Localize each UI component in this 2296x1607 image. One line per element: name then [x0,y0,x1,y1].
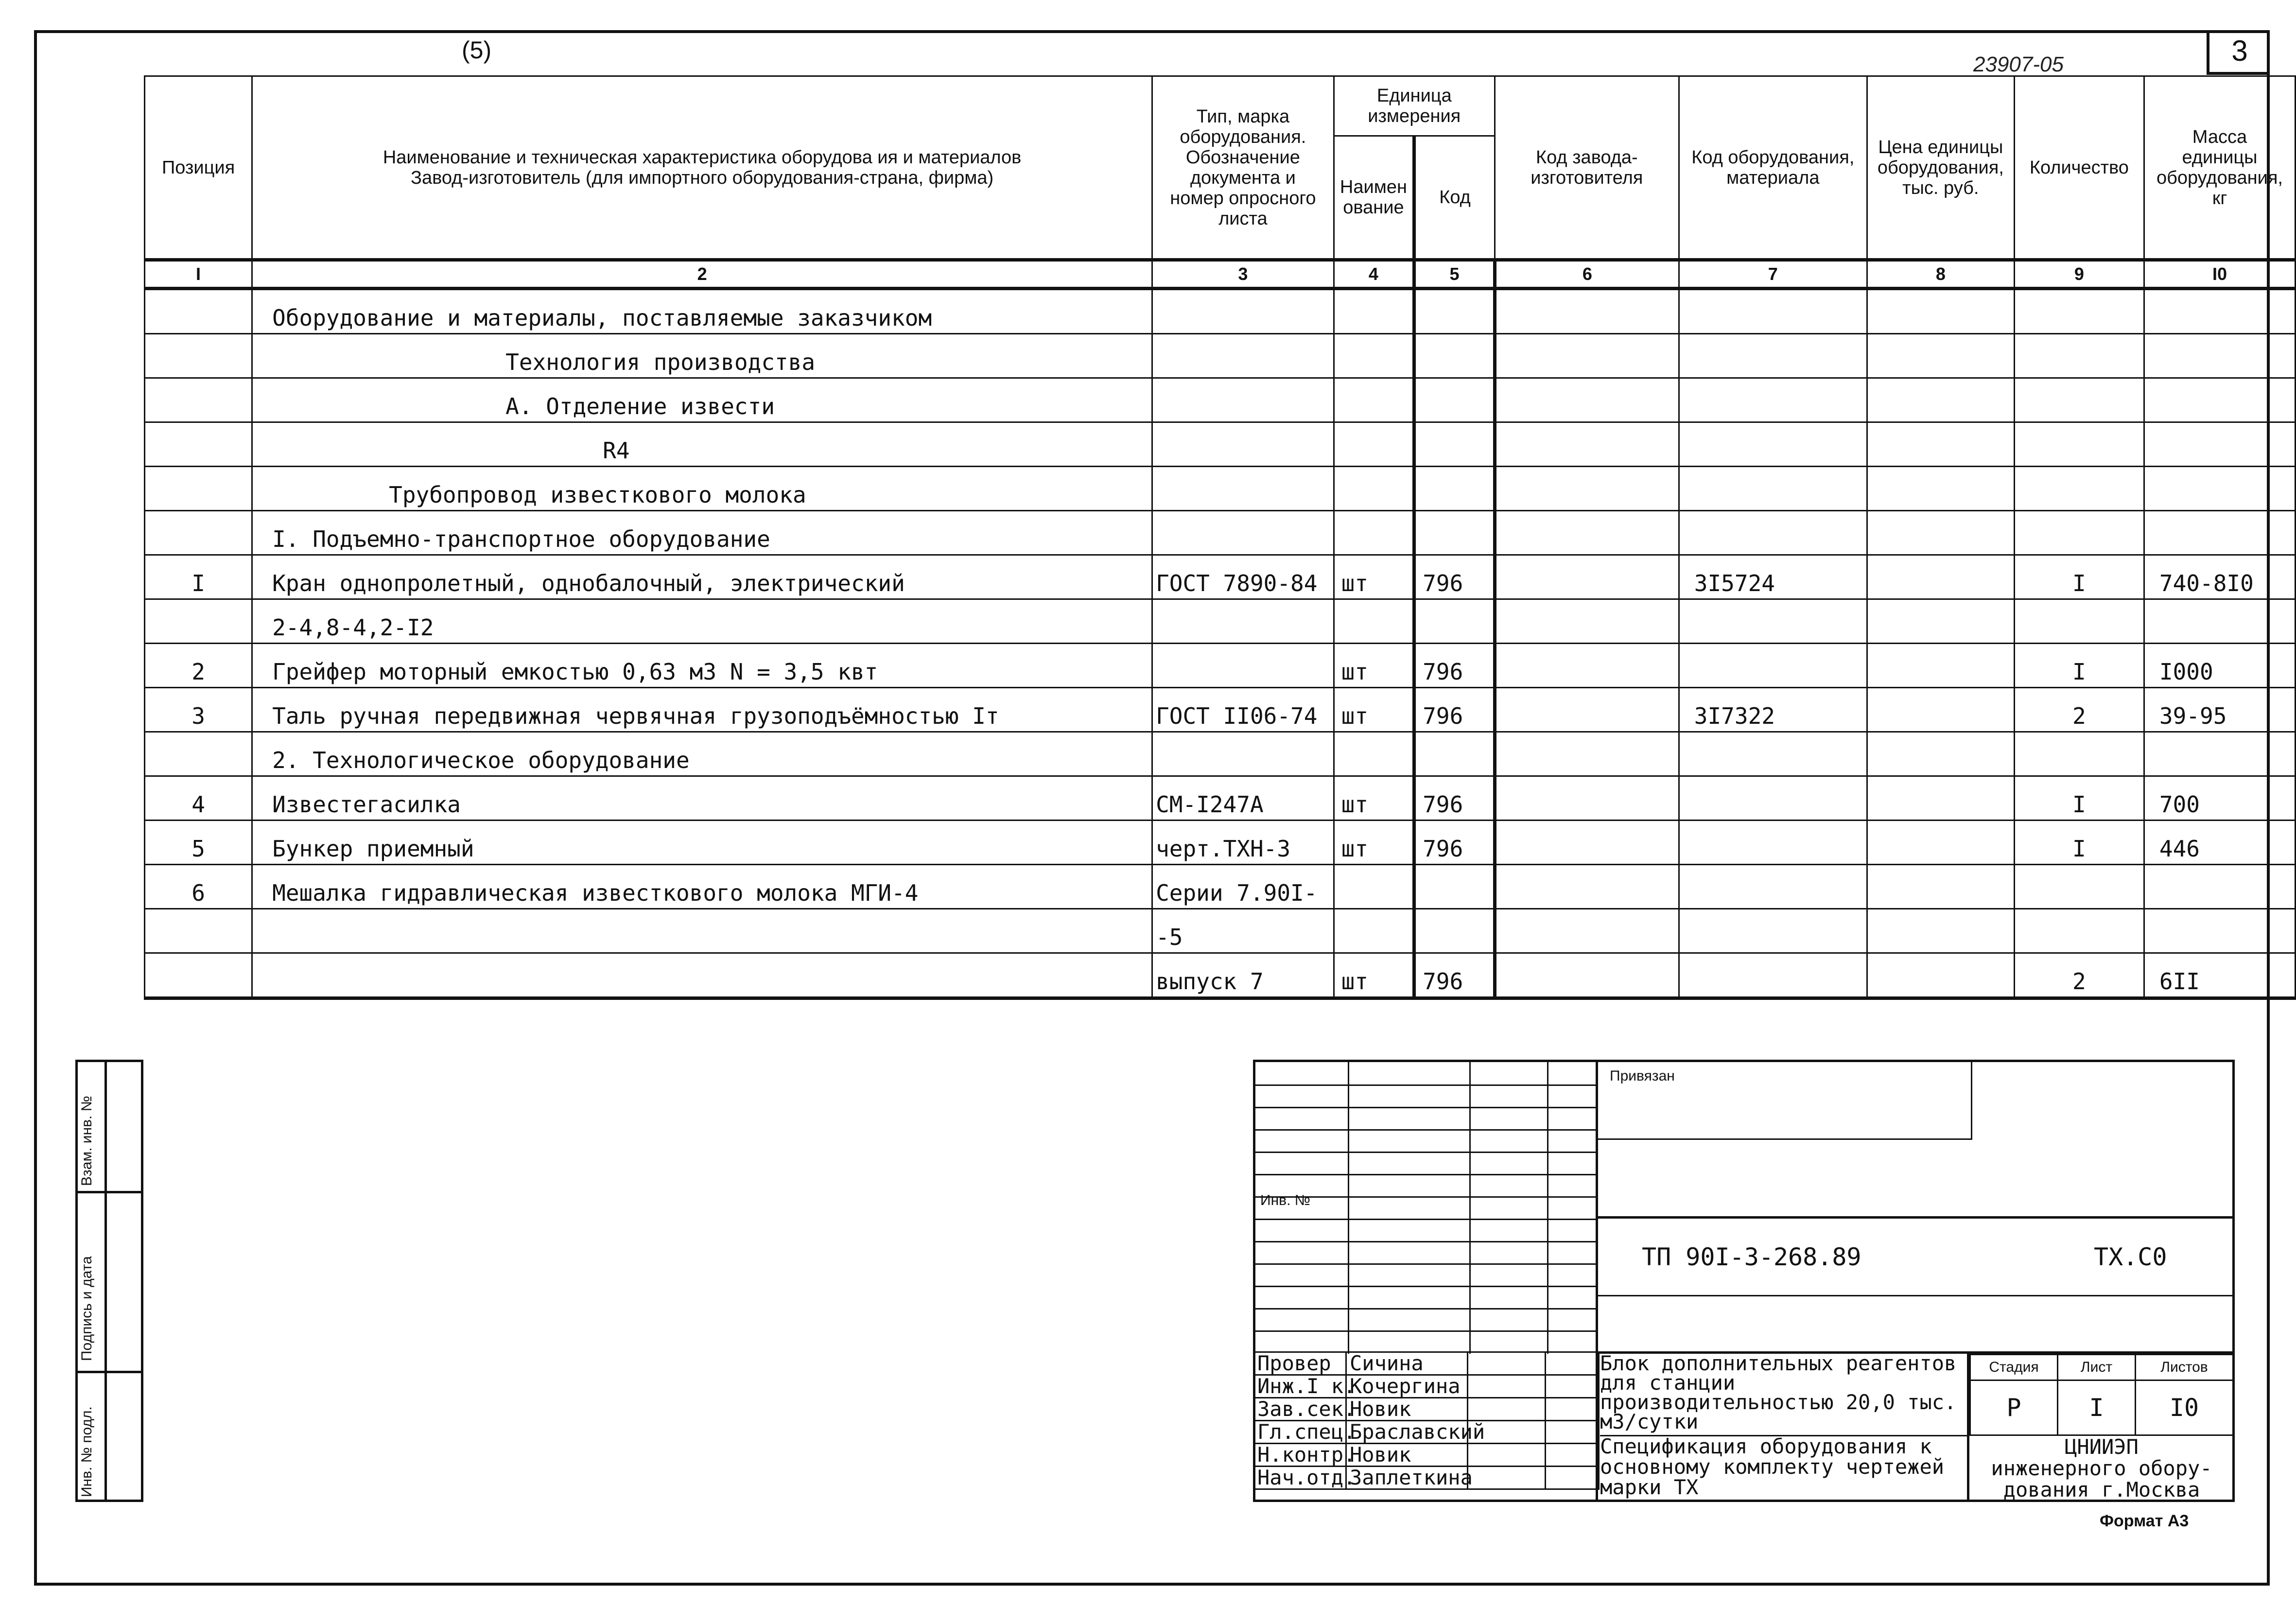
blank-row-2 [1598,1296,2232,1354]
cell-price [1867,422,2014,467]
colnum-6: 6 [1495,260,1679,289]
cell-mass: 6II [2144,953,2295,998]
signer-role: Нач.отд. [1254,1467,1346,1489]
cell-quantity [2014,422,2144,467]
designation-left: ТП 90I-3-268.89 [1642,1243,1861,1271]
cell-type-mark [1152,334,1334,378]
signer-row [1254,1398,1599,1421]
cell-mass [2144,378,2295,422]
cell-mass [2144,909,2295,953]
cell-equipment-code [1679,821,1867,865]
cell-unit-code: 796 [1414,821,1495,865]
cell-name: Технология производства [252,334,1152,378]
side-divider-v [104,1060,107,1502]
header-position: Позиция [145,76,252,260]
grid-hline [1255,1263,1596,1265]
cell-price [1867,334,2014,378]
cell-price [1867,378,2014,422]
cell-quantity: 2 [2014,688,2144,732]
cell-mass: I000 [2144,644,2295,688]
blank-row [1598,1140,2232,1219]
signer-signature [1468,1467,1546,1489]
cell-position [145,732,252,776]
cell-unit-code: 796 [1414,953,1495,998]
cell-quantity [2014,334,2144,378]
cell-name [252,953,1152,998]
table-row [145,776,2296,821]
cell-unit-name [1334,511,1414,555]
cell-type-mark [1152,422,1334,467]
table-row [145,422,2296,467]
signer-role: Провер [1254,1352,1346,1375]
cell-mass [2144,732,2295,776]
cell-mass: 39-95 [2144,688,2295,732]
colnum-2: 2 [252,260,1152,289]
cell-position [145,511,252,555]
cell-type-mark: ГОСТ 7890-84 [1152,555,1334,599]
cell-price [1867,821,2014,865]
cell-unit-name: шт [1334,776,1414,821]
cell-type-mark: -5 [1152,909,1334,953]
cell-unit-name [1334,289,1414,334]
signer-role: Инж.I к. [1254,1375,1346,1398]
org-line-3: дования г.Москва [2003,1478,2200,1502]
cell-quantity [2014,909,2144,953]
cell-unit-code [1414,378,1495,422]
grid-hline [1255,1084,1596,1086]
cell-quantity [2014,732,2144,776]
privyazan-label: Привязан [1610,1068,1675,1084]
cell-equipment-code [1679,334,1867,378]
table-row [145,378,2296,422]
cell-price [1867,732,2014,776]
header-unit-name: Наименование [1334,136,1414,260]
signer-name: Сичина [1346,1352,1468,1375]
cell-price [1867,953,2014,998]
top-label: (5) [462,36,492,64]
signer-row [1254,1352,1599,1375]
grid-hline [1255,1241,1596,1242]
cell-type-mark [1152,467,1334,511]
cell-type-mark [1152,599,1334,644]
cell-quantity [2014,467,2144,511]
cell-unit-name: шт [1334,644,1414,688]
stage-value: Р [1970,1380,2058,1435]
cell-position: 6 [145,865,252,909]
privyazan-cell [1598,1062,1972,1140]
cell-equipment-code: 3I5724 [1679,555,1867,599]
cell-type-mark [1152,511,1334,555]
header-name-line2: Завод-изготовитель (для импортного оборудования-страна, фирма) [411,167,994,188]
cell-mass: 740-8I0 [2144,555,2295,599]
cell-equipment-code [1679,644,1867,688]
signer-signature [1468,1444,1546,1467]
stage-table [1969,1354,2234,1436]
grid-vline [1469,1062,1471,1354]
signer-date [1546,1352,1599,1375]
cell-position: 2 [145,644,252,688]
cell-factory-code [1495,644,1679,688]
cell-factory-code [1495,467,1679,511]
column-number-row [145,260,2296,289]
cell-mass [2144,599,2295,644]
cell-name: Таль ручная передвижная червячная грузоподъёмностью Iт [252,688,1152,732]
cell-equipment-code [1679,422,1867,467]
cell-position: 5 [145,821,252,865]
cell-quantity: 2 [2014,953,2144,998]
header-name [252,76,1152,260]
cell-price [1867,555,2014,599]
signer-role: Н.контр. [1254,1444,1346,1467]
grid-hline [1255,1330,1596,1332]
table-row [145,511,2296,555]
cell-unit-code [1414,422,1495,467]
cell-factory-code [1495,334,1679,378]
cell-type-mark: Серии 7.90I- [1152,865,1334,909]
side-label-signature-date: Подпись и дата [79,1256,95,1361]
cell-type-mark [1152,644,1334,688]
signer-row [1254,1375,1599,1398]
cell-equipment-code [1679,467,1867,511]
cell-unit-code: 796 [1414,644,1495,688]
cell-factory-code [1495,422,1679,467]
cell-price [1867,511,2014,555]
signer-date [1546,1444,1599,1467]
cell-name [252,909,1152,953]
cell-unit-name [1334,467,1414,511]
title-block-right [1598,1060,2235,1502]
header-equipment-code: Код оборудования, материала [1679,76,1867,260]
doc-code-stamp: 23907-05 [1973,52,2064,76]
cell-position [145,334,252,378]
cell-factory-code [1495,865,1679,909]
cell-unit-code [1414,909,1495,953]
table-row [145,334,2296,378]
cell-position [145,422,252,467]
cell-unit-code [1414,865,1495,909]
cell-unit-name: шт [1334,555,1414,599]
cell-price [1867,776,2014,821]
cell-name: Кран однопролетный, однобалочный, электрический [252,555,1152,599]
signer-date [1546,1398,1599,1421]
signer-signature [1468,1375,1546,1398]
cell-factory-code [1495,378,1679,422]
colnum-10: I0 [2144,260,2295,289]
colnum-7: 7 [1679,260,1867,289]
cell-type-mark [1152,732,1334,776]
signer-role: Гл.спец. [1254,1421,1346,1444]
signer-name: Кочергина [1346,1375,1468,1398]
sheets-label: Листов [2136,1355,2233,1380]
header-mass: Масса единицы оборудования, кг [2144,76,2295,260]
cell-equipment-code [1679,953,1867,998]
signer-signature [1468,1398,1546,1421]
cell-name: Трубопровод известкового молока [252,467,1152,511]
table-row [145,821,2296,865]
stage-label: Стадия [1970,1355,2058,1380]
inv-number-label: Инв. № [1260,1192,1310,1208]
cell-type-mark: СМ-I247А [1152,776,1334,821]
header-name-line1: Наименование и техническая характеристика оборудова ия и материалов [383,147,1022,168]
signer-row [1254,1444,1599,1467]
cell-position [145,467,252,511]
cell-factory-code [1495,599,1679,644]
cell-equipment-code [1679,865,1867,909]
cell-factory-code [1495,732,1679,776]
table-row [145,732,2296,776]
cell-name: R4 [252,422,1152,467]
table-row [145,644,2296,688]
signer-row [1254,1467,1599,1489]
cell-quantity [2014,865,2144,909]
cell-unit-code: 796 [1414,688,1495,732]
cell-unit-code [1414,289,1495,334]
grid-hline [1255,1152,1596,1153]
header-quantity: Количество [2014,76,2144,260]
cell-unit-code [1414,334,1495,378]
cell-quantity: I [2014,555,2144,599]
page-number-box [2207,30,2270,75]
format-label: Формат А3 [2100,1512,2189,1530]
cell-factory-code [1495,289,1679,334]
colnum-4: 4 [1334,260,1414,289]
signer-name: Новик [1346,1444,1468,1467]
specification-table [144,75,2296,1000]
cell-position [145,289,252,334]
cell-type-mark [1152,378,1334,422]
header-price: Цена единицы оборудования, тыс. руб. [1867,76,2014,260]
cell-equipment-code: 3I7322 [1679,688,1867,732]
cell-unit-code: 796 [1414,555,1495,599]
colnum-8: 8 [1867,260,2014,289]
cell-position: I [145,555,252,599]
cell-name: А. Отделение извести [252,378,1152,422]
header-unit-code: Код [1414,136,1495,260]
table-row [145,467,2296,511]
cell-type-mark: выпуск 7 [1152,953,1334,998]
cell-quantity: I [2014,776,2144,821]
colnum-9: 9 [2014,260,2144,289]
side-label-original-inv: Инв. № подл. [79,1406,95,1497]
sheet-value: I [2058,1380,2136,1435]
cell-quantity [2014,378,2144,422]
cell-unit-code [1414,732,1495,776]
cell-price [1867,909,2014,953]
cell-equipment-code [1679,378,1867,422]
cell-position [145,599,252,644]
side-divider-2 [75,1371,143,1373]
cell-position [145,378,252,422]
cell-mass [2144,511,2295,555]
page-number: 3 [2231,35,2248,67]
signer-date [1546,1375,1599,1398]
cell-equipment-code [1679,909,1867,953]
specification-rows [145,289,2296,998]
colnum-3: 3 [1152,260,1334,289]
cell-mass [2144,334,2295,378]
grid-hline [1255,1219,1596,1220]
org-line-2: инженерного обору- [1991,1456,2212,1480]
cell-name: Оборудование и материалы, поставляемые заказчиком [252,289,1152,334]
org-line-1: ЦНИИЭП [2065,1435,2139,1459]
cell-mass [2144,467,2295,511]
cell-position [145,909,252,953]
signer-name: Заплеткина [1346,1467,1468,1489]
header-row [145,76,2296,136]
cell-unit-code [1414,467,1495,511]
cell-factory-code [1495,776,1679,821]
grid-hline [1255,1174,1596,1175]
cell-quantity [2014,511,2144,555]
cell-name: 2-4,8-4,2-I2 [252,599,1152,644]
signer-name: Новик [1346,1398,1468,1421]
cell-equipment-code [1679,599,1867,644]
table-row [145,909,2296,953]
grid-vline [1547,1062,1548,1354]
signer-date [1546,1421,1599,1444]
signers-rows [1254,1352,1599,1489]
cell-factory-code [1495,555,1679,599]
cell-name: I. Подъемно-транспортное оборудование [252,511,1152,555]
header-type: Тип, марка оборудования. Обозначение документа и номер опросного листа [1152,76,1334,260]
sheet-label: Лист [2058,1355,2136,1380]
cell-unit-name [1334,865,1414,909]
cell-unit-name [1334,422,1414,467]
table-row [145,289,2296,334]
cell-factory-code [1495,688,1679,732]
cell-quantity [2014,599,2144,644]
cell-unit-name [1334,334,1414,378]
table-row [145,599,2296,644]
cell-position [145,953,252,998]
cell-type-mark [1152,289,1334,334]
cell-mass: 446 [2144,821,2295,865]
grid-hline [1255,1129,1596,1131]
cell-unit-code [1414,599,1495,644]
cell-factory-code [1495,821,1679,865]
cell-equipment-code [1679,289,1867,334]
organization [1971,1436,2232,1501]
signer-row [1254,1421,1599,1444]
grid-vline [1348,1062,1349,1354]
cell-name: Бункер приемный [252,821,1152,865]
cell-unit-code: 796 [1414,776,1495,821]
signer-role: Зав.сек. [1254,1398,1346,1421]
cell-unit-name [1334,732,1414,776]
grid-hline [1255,1308,1596,1310]
cell-unit-name [1334,599,1414,644]
cell-price [1867,865,2014,909]
cell-unit-name: шт [1334,688,1414,732]
cell-equipment-code [1679,732,1867,776]
sheet-title: Спецификация оборудования к основному комплекту чертежей марки ТХ [1600,1436,1969,1501]
table-row [145,953,2296,998]
designation-row [1598,1219,2232,1296]
signers-table [1253,1351,1600,1490]
table-row [145,555,2296,599]
colnum-1: I [145,260,252,289]
cell-factory-code [1495,511,1679,555]
header-unit-group: Единица измерения [1334,76,1495,136]
signer-signature [1468,1352,1546,1375]
sheets-value: I0 [2136,1380,2233,1435]
cell-unit-name [1334,909,1414,953]
cell-price [1867,467,2014,511]
cell-price [1867,289,2014,334]
header-factory-code: Код завода-изготовителя [1495,76,1679,260]
cell-name: Грейфер моторный емкостью 0,63 м3 N = 3,5 квт [252,644,1152,688]
cell-price [1867,599,2014,644]
cell-unit-name [1334,378,1414,422]
side-label-exchange-inv: Взам. инв. № [79,1096,95,1186]
cell-price [1867,688,2014,732]
cell-mass [2144,865,2295,909]
signer-date [1546,1467,1599,1489]
cell-unit-code [1414,511,1495,555]
cell-name: Известегасилка [252,776,1152,821]
table-row [145,688,2296,732]
grid-hline [1255,1107,1596,1108]
grid-hline [1255,1286,1596,1287]
cell-position: 4 [145,776,252,821]
cell-quantity: I [2014,644,2144,688]
cell-unit-name: шт [1334,953,1414,998]
cell-mass [2144,289,2295,334]
cell-name: 2. Технологическое оборудование [252,732,1152,776]
cell-unit-name: шт [1334,821,1414,865]
designation-right: ТХ.С0 [2094,1243,2167,1271]
cell-quantity: I [2014,821,2144,865]
cell-equipment-code [1679,776,1867,821]
table-row [145,865,2296,909]
cell-price [1867,644,2014,688]
cell-equipment-code [1679,511,1867,555]
colnum-5: 5 [1414,260,1495,289]
cell-type-mark: ГОСТ II06-74 [1152,688,1334,732]
project-title: Блок дополнительных реагентов для станции производительностью 20,0 тыс. м3/сутки [1600,1354,1969,1436]
cell-mass [2144,422,2295,467]
cell-factory-code [1495,953,1679,998]
cell-position: 3 [145,688,252,732]
cell-type-mark: черт.ТХН-3 [1152,821,1334,865]
signer-name: Браславский [1346,1421,1468,1444]
cell-factory-code [1495,909,1679,953]
cell-quantity [2014,289,2144,334]
side-divider-1 [75,1191,143,1193]
cell-mass: 700 [2144,776,2295,821]
cell-name: Мешалка гидравлическая известкового молока МГИ-4 [252,865,1152,909]
